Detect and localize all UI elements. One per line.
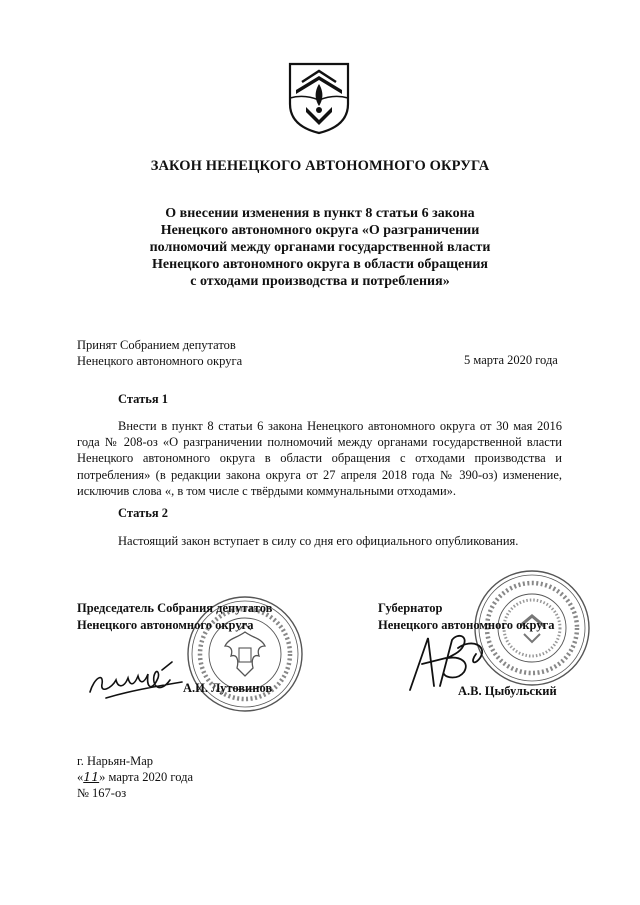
article-1-text: Внести в пункт 8 статьи 6 закона Ненецкого автономного округа от 30 мая 2016 года № 208-оз «О разграничении полномочий между органами государственной власти Ненецкого автономного округа в области обращения с отходами производства и потребления» (в редакции закона округа от 27 апреля 2018 года № 390-оз) изменение, исключив слова «, в том числе с твёрдыми коммунальными отходами». [77,419,562,498]
article-2-text: Настоящий закон вступает в силу со дня его официального опубликования. [118,534,519,548]
chair-title-line1: Председатель Собрания депутатов [77,601,273,615]
subtitle-line: с отходами производства и потребления» [190,274,450,289]
chair-signature-icon [86,658,186,704]
subtitle-line: полномочий между органами государственной власти [149,240,491,255]
chair-title [77,600,272,634]
law-title: ЗАКОН НЕНЕЦКОГО АВТОНОМНОГО ОКРУГА [150,158,490,174]
date-day: 11 [83,769,100,784]
nenets-coat-of-arms-icon [286,60,352,136]
adoption-info [77,337,242,369]
date-open-quote: « [77,770,84,784]
subtitle-line: О внесении изменения в пункт 8 статьи 6 закона [165,206,475,221]
signing-date [77,769,193,785]
date-rest: » марта 2020 года [99,770,194,784]
chair-name: А.И. Лутовинов [183,681,273,695]
subtitle-line: Ненецкого автономного округа «О разграничении [160,223,480,238]
governor-title-line1: Губернатор [378,601,443,615]
adoption-date: 5 марта 2020 года [464,353,558,367]
city: г. Нарьян-Мар [77,754,154,768]
chair-title-line2: Ненецкого автономного округа [77,618,254,632]
law-number: № 167-оз [77,786,127,800]
article-1-heading: Статья 1 [118,392,168,406]
article-2-heading: Статья 2 [118,506,168,520]
adopted-by-line1: Принят Собранием депутатов [77,338,236,352]
subtitle-line: Ненецкого автономного округа в области обращения [152,257,488,272]
governor-name: А.В. Цыбульский [458,684,557,698]
adopted-by-line2: Ненецкого автономного округа [77,354,243,368]
governor-title-line2: Ненецкого автономного округа [378,618,555,632]
law-subtitle [100,205,540,290]
footer [77,753,193,801]
